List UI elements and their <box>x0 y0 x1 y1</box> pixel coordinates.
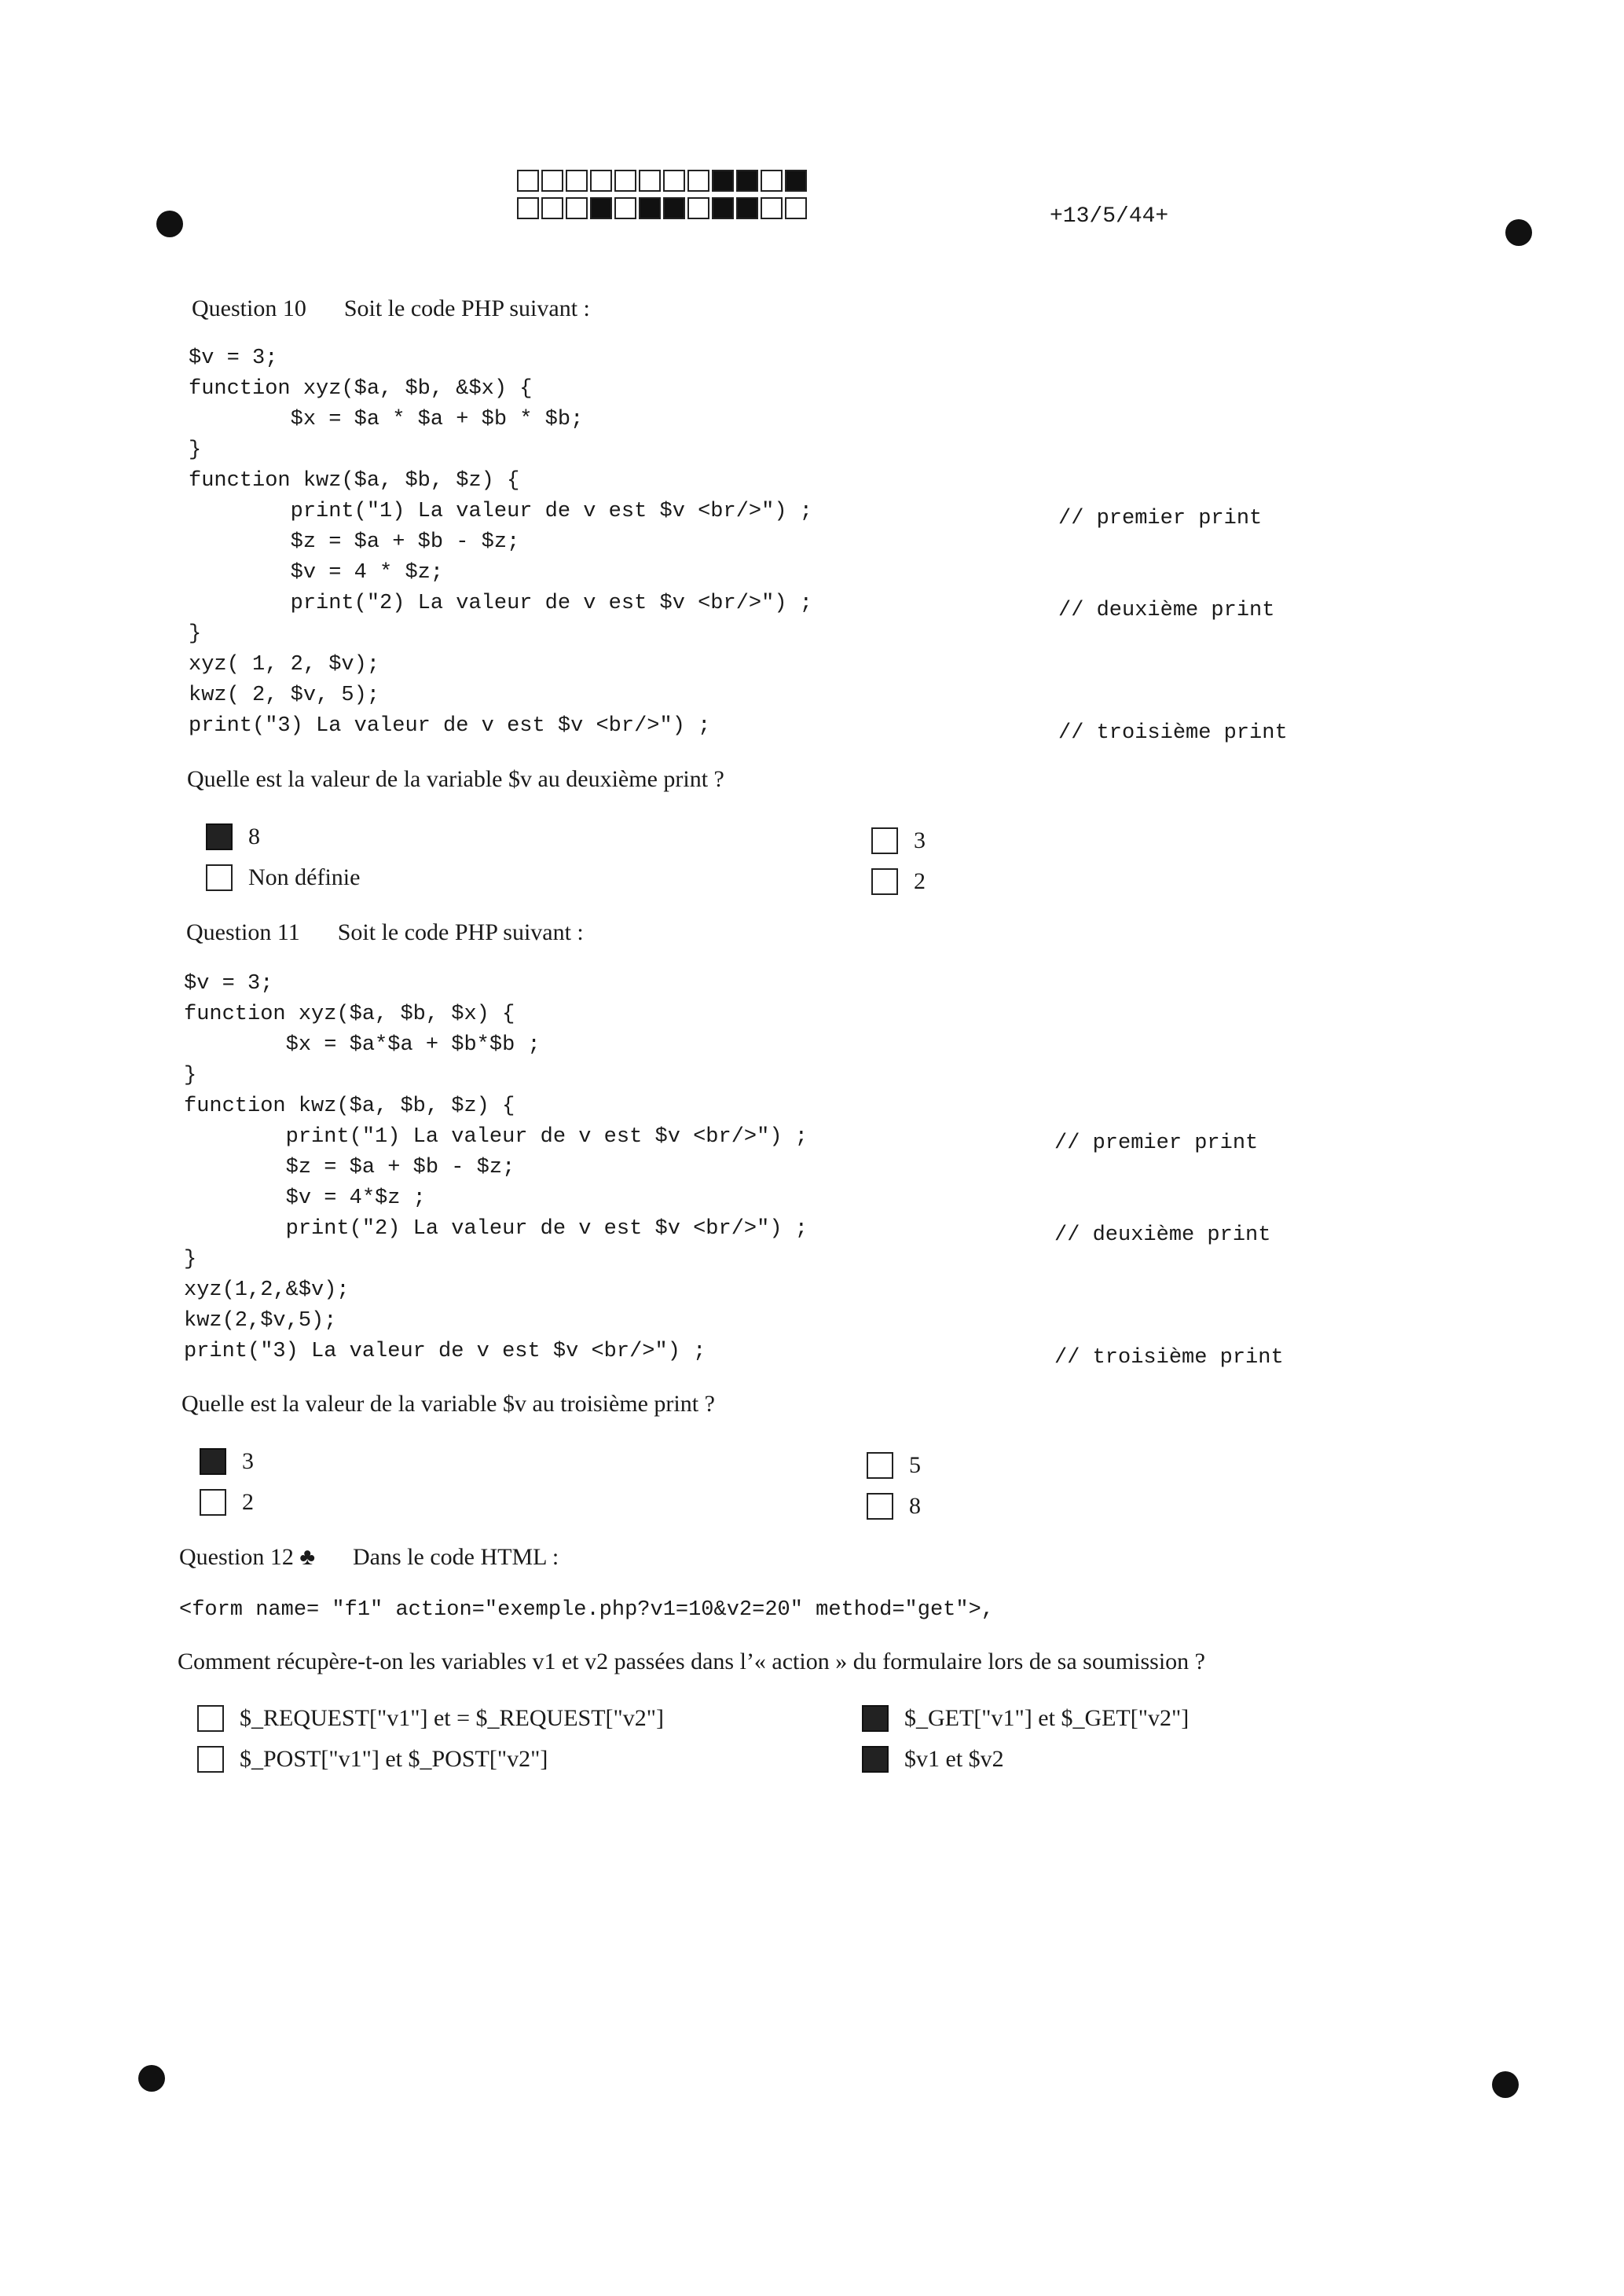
checkbox[interactable] <box>200 1489 226 1516</box>
barcode-cell <box>541 170 563 192</box>
question-10-option-3[interactable] <box>871 827 926 854</box>
question-11-comment-1: // premier print <box>1054 1131 1259 1155</box>
barcode-cell <box>541 197 563 219</box>
question-10-intro: Soit le code PHP suivant : <box>343 295 590 321</box>
checkbox[interactable] <box>867 1493 893 1520</box>
page-reference: +13/5/44+ <box>1050 204 1169 229</box>
barcode-row-2 <box>517 197 809 219</box>
option-label: $v1 et $v2 <box>904 1746 1004 1772</box>
checkbox[interactable] <box>871 868 898 895</box>
barcode-cell <box>736 170 758 192</box>
barcode-cell <box>712 197 734 219</box>
option-label: 3 <box>242 1448 254 1474</box>
barcode-cell <box>663 170 685 192</box>
barcode-cell <box>517 170 539 192</box>
question-10-prompt: Quelle est la valeur de la variable $v au deuxième print ? <box>187 766 724 792</box>
barcode-cell <box>639 197 661 219</box>
question-10-option-2[interactable] <box>206 864 360 891</box>
barcode-row-1 <box>517 170 809 192</box>
question-11-intro: Soit le code PHP suivant : <box>337 919 584 945</box>
barcode-cell <box>590 197 612 219</box>
option-label: $_GET["v1"] et $_GET["v2"] <box>904 1705 1190 1731</box>
checkbox[interactable] <box>197 1705 224 1732</box>
question-10-comment-3: // troisième print <box>1058 721 1288 745</box>
question-11-option-2[interactable] <box>200 1489 254 1516</box>
question-10-code: $v = 3; function xyz($a, $b, &$x) { $x = $a * $a + $b * $b; } function kwz($a, $b, $z) { print("1) La valeur de v est $v <br/>") ; $z = $a + $b - $z; $v = 4 * $z; print("2) La valeur de v est $v <br/>") ; } xyz( 1, 2, $v); kwz( 2, $v, 5); print("3) La valeur de v est $v <br/>") ; <box>189 347 812 738</box>
checkbox[interactable] <box>206 864 233 891</box>
question-12-option-1[interactable] <box>197 1705 664 1732</box>
barcode-cell <box>761 170 783 192</box>
registration-dot-bottom-left <box>138 2065 165 2092</box>
option-label: $_REQUEST["v1"] et = $_REQUEST["v2"] <box>240 1705 665 1731</box>
option-label: Non définie <box>248 864 361 890</box>
checkbox[interactable] <box>206 823 233 850</box>
question-12-intro: Dans le code HTML : <box>353 1544 559 1570</box>
barcode-cell <box>687 197 709 219</box>
question-10-header <box>192 295 590 322</box>
checkbox[interactable] <box>862 1705 889 1732</box>
question-10-option-4[interactable] <box>871 868 926 895</box>
question-12-option-4[interactable] <box>862 1746 1004 1773</box>
question-11-option-4[interactable] <box>867 1493 921 1520</box>
checkbox[interactable] <box>197 1746 224 1773</box>
option-label: 8 <box>248 823 260 849</box>
barcode-cell <box>639 170 661 192</box>
question-12-label: Question 12 ♣ <box>179 1544 316 1570</box>
question-11-header <box>186 919 584 946</box>
barcode-cell <box>663 197 685 219</box>
option-label: 2 <box>242 1489 254 1515</box>
barcode-cell <box>687 170 709 192</box>
barcode-cell <box>590 170 612 192</box>
question-11-comment-3: // troisième print <box>1054 1346 1284 1370</box>
barcode-cell <box>517 197 539 219</box>
question-12-code: <form name= "f1" action="exemple.php?v1=10&v2=20" method="get">, <box>179 1598 994 1622</box>
checkbox[interactable] <box>871 827 898 854</box>
barcode-cell <box>566 197 588 219</box>
option-label: 2 <box>914 868 926 894</box>
option-label: 8 <box>909 1493 921 1519</box>
barcode-cell <box>712 170 734 192</box>
option-label: 5 <box>909 1452 921 1478</box>
question-11-option-1[interactable] <box>200 1448 254 1475</box>
question-12-option-3[interactable] <box>862 1705 1189 1732</box>
barcode-cell <box>566 170 588 192</box>
barcode-cell <box>761 197 783 219</box>
registration-dot-bottom-right <box>1492 2071 1519 2098</box>
question-10-option-1[interactable] <box>206 823 260 850</box>
question-11-code: $v = 3; function xyz($a, $b, $x) { $x = $a*$a + $b*$b ; } function kwz($a, $b, $z) { print("1) La valeur de v est $v <br/>") ; $z = $a + $b - $z; $v = 4*$z ; print("2) La valeur de v est $v <br/>") ; } xyz(1,2,&$v); kwz(2,$v,5); print("3) La valeur de v est $v <br/>") ; <box>184 972 808 1363</box>
question-11-comment-2: // deuxième print <box>1054 1223 1271 1247</box>
question-10-comment-2: // deuxième print <box>1058 599 1275 622</box>
barcode-cell <box>614 197 636 219</box>
checkbox[interactable] <box>862 1746 889 1773</box>
barcode-cell <box>614 170 636 192</box>
question-10-label: Question 10 <box>192 295 306 321</box>
barcode-cell <box>785 170 807 192</box>
question-10-comment-1: // premier print <box>1058 507 1263 530</box>
option-label: $_POST["v1"] et $_POST["v2"] <box>240 1746 548 1772</box>
question-11-option-3[interactable] <box>867 1452 921 1479</box>
checkbox[interactable] <box>200 1448 226 1475</box>
registration-dot-top-left <box>156 211 183 237</box>
option-label: 3 <box>914 827 926 853</box>
barcode-cell <box>736 197 758 219</box>
barcode-cell <box>785 197 807 219</box>
question-12-prompt: Comment récupère-t-on les variables v1 et v2 passées dans l’« action » du formulaire lors de sa soumission ? <box>178 1649 1205 1674</box>
registration-dot-top-right <box>1505 219 1532 246</box>
question-12-option-2[interactable] <box>197 1746 548 1773</box>
question-12-header <box>179 1544 559 1571</box>
checkbox[interactable] <box>867 1452 893 1479</box>
question-11-prompt: Quelle est la valeur de la variable $v au troisième print ? <box>181 1391 715 1417</box>
question-11-label: Question 11 <box>186 919 300 945</box>
